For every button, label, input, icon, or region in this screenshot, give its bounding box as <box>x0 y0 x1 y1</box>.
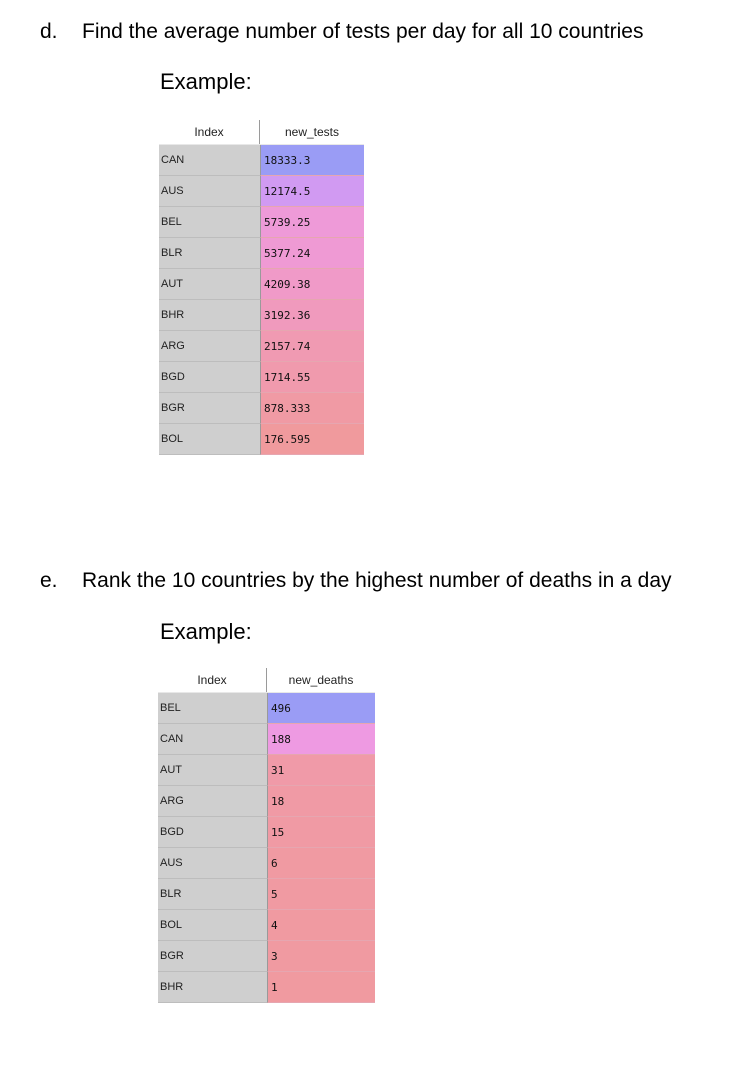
row-index: BEL <box>158 693 267 724</box>
row-value: 496 <box>267 693 375 724</box>
table-row <box>158 941 375 972</box>
row-index: ARG <box>159 331 260 362</box>
row-index: BGD <box>159 362 260 393</box>
table-row <box>159 238 364 269</box>
table-row <box>158 724 375 755</box>
row-index: BHR <box>158 972 267 1003</box>
column-header-new-tests: new_tests <box>284 125 340 139</box>
question-e <box>40 569 672 593</box>
table-row <box>158 693 375 724</box>
row-value: 2157.74 <box>260 331 364 362</box>
row-value: 3192.36 <box>260 300 364 331</box>
table-row <box>159 176 364 207</box>
row-value: 878.333 <box>260 393 364 424</box>
table-row <box>158 972 375 1003</box>
row-index: AUS <box>158 848 267 879</box>
row-value: 5 <box>267 879 375 910</box>
row-index: CAN <box>159 145 260 176</box>
question-d <box>40 20 643 44</box>
column-header-index: Index <box>159 120 260 144</box>
table-row <box>159 362 364 393</box>
example-label-e: Example: <box>160 619 252 644</box>
row-index: CAN <box>158 724 267 755</box>
row-index: BGR <box>158 941 267 972</box>
row-value: 3 <box>267 941 375 972</box>
row-value: 6 <box>267 848 375 879</box>
row-value: 12174.5 <box>260 176 364 207</box>
row-index: BEL <box>159 207 260 238</box>
row-value: 31 <box>267 755 375 786</box>
row-index: BLR <box>159 238 260 269</box>
row-value: 1714.55 <box>260 362 364 393</box>
row-value: 4 <box>267 910 375 941</box>
table-row <box>158 755 375 786</box>
row-index: BOL <box>158 910 267 941</box>
table-row <box>159 424 364 455</box>
row-index: BGD <box>158 817 267 848</box>
row-value: 5739.25 <box>260 207 364 238</box>
row-value: 18 <box>267 786 375 817</box>
row-value: 188 <box>267 724 375 755</box>
row-value: 4209.38 <box>260 269 364 300</box>
column-header-index: Index <box>158 668 267 692</box>
row-index: BOL <box>159 424 260 455</box>
question-d-letter: d. <box>40 20 58 43</box>
table-row <box>158 910 375 941</box>
table-row <box>158 786 375 817</box>
row-value: 176.595 <box>260 424 364 455</box>
example-label-d: Example: <box>160 69 252 94</box>
question-d-text: Find the average number of tests per day for all 10 countries <box>82 20 644 43</box>
row-index: BHR <box>159 300 260 331</box>
row-index: BGR <box>159 393 260 424</box>
question-e-letter: e. <box>40 569 58 592</box>
row-value: 15 <box>267 817 375 848</box>
row-value: 1 <box>267 972 375 1003</box>
row-index: AUT <box>158 755 267 786</box>
row-index: BLR <box>158 879 267 910</box>
table-row <box>158 848 375 879</box>
row-index: AUT <box>159 269 260 300</box>
table-row <box>158 817 375 848</box>
row-index: ARG <box>158 786 267 817</box>
table-row <box>159 207 364 238</box>
column-header-new-deaths: new_deaths <box>288 673 354 687</box>
table-row <box>158 879 375 910</box>
table-row <box>159 269 364 300</box>
table-row <box>159 331 364 362</box>
table-row <box>159 300 364 331</box>
row-index: AUS <box>159 176 260 207</box>
question-e-text: Rank the 10 countries by the highest number of deaths in a day <box>82 569 672 592</box>
table-row <box>159 393 364 424</box>
row-value: 5377.24 <box>260 238 364 269</box>
row-value: 18333.3 <box>260 145 364 176</box>
table-row <box>159 145 364 176</box>
